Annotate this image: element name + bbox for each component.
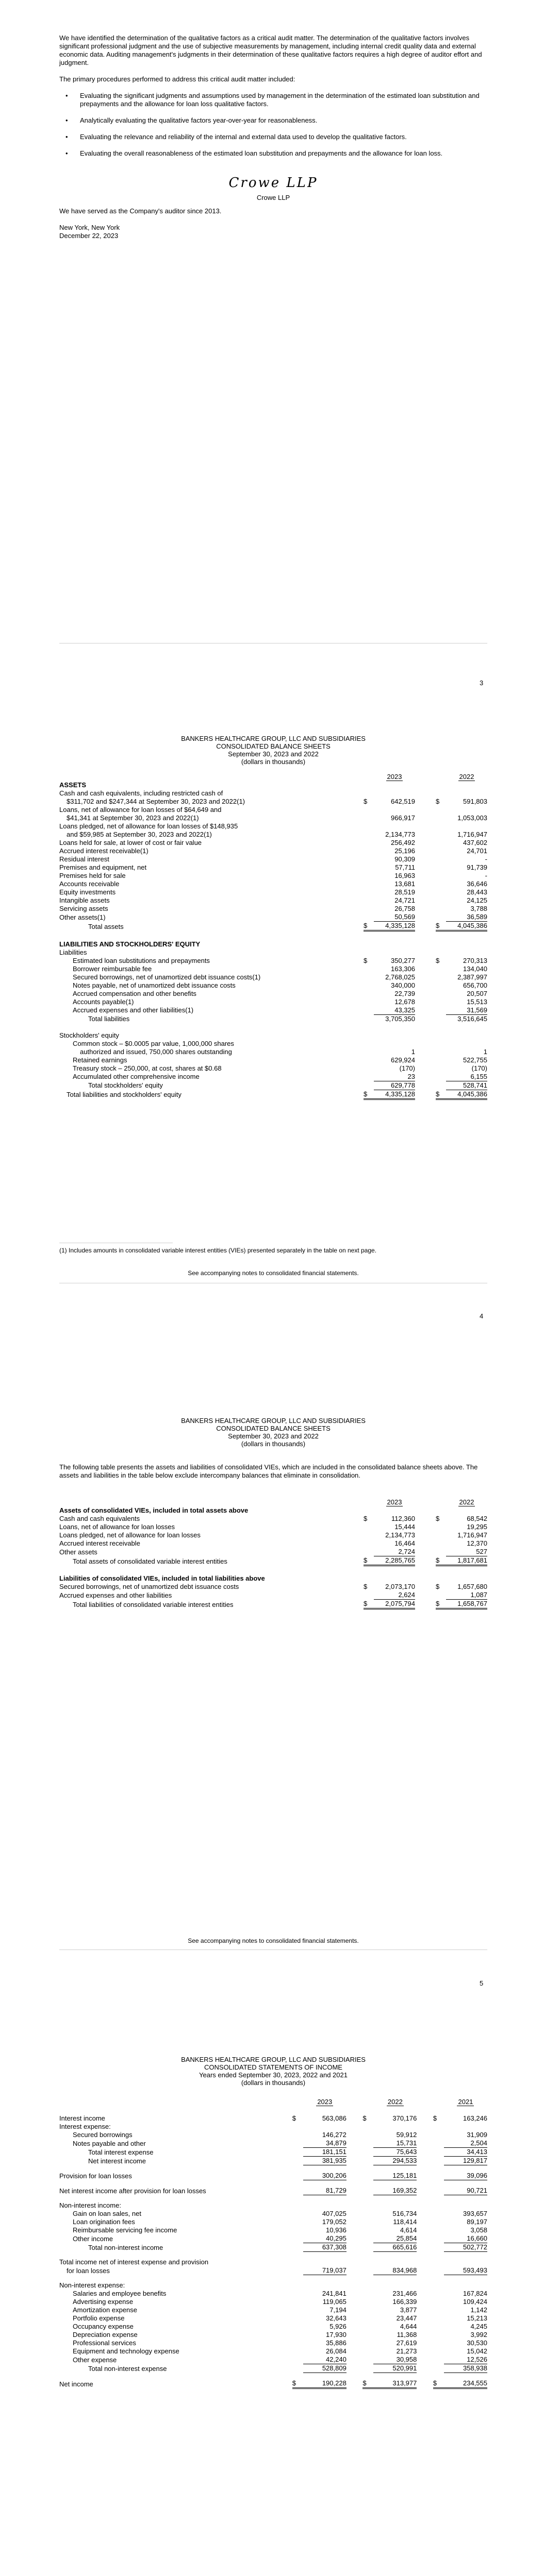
total-row: Total liabilities 3,705,350 3,516,645	[88, 1014, 487, 1023]
page-3	[0, 0, 544, 701]
table-row: Accumulated other comprehensive income 23 6,155	[73, 1072, 487, 1080]
footnote-ref: (1)	[237, 798, 245, 805]
spacer-row	[59, 2275, 487, 2282]
section-heading: LIABILITIES AND STOCKHOLDERS' EQUITY	[59, 940, 201, 948]
company-name: BANKERS HEALTHCARE GROUP, LLC AND SUBSIDIARIES	[181, 1417, 366, 1425]
table-row: Accrued interest receivable(1) 25,196 24,701	[59, 847, 487, 855]
statement-title: CONSOLIDATED BALANCE SHEETS	[216, 1425, 331, 1432]
table-row: Loans, net of allowance for loan losses 15,444 19,295	[59, 1523, 487, 1531]
bullet-icon: •	[65, 149, 68, 157]
table-row: Secured borrowings, net of unamortized debt issuance costs(1) 2,768,025 2,387,997	[73, 973, 487, 981]
table-row: Equity investments 28,519 28,443	[59, 888, 487, 896]
table-row: Net interest income 381,935 294,533 129,817	[88, 2157, 487, 2165]
section-heading: Liabilities of consolidated VIEs, included in total liabilities above	[59, 1574, 265, 1582]
table-row: $311,702 and $247,344 at September 30, 2023 and 2022(1) $ 642,519 $ 591,803	[67, 798, 487, 805]
table-row: Other assets(1) 50,569 36,589	[59, 913, 487, 921]
table-row: Servicing assets 26,758 3,788	[59, 905, 487, 912]
table-row: Depreciation expense 17,930 11,368 3,992	[73, 2331, 487, 2338]
statement-period: September 30, 2023 and 2022	[228, 1432, 319, 1440]
procedure-bullet: • Evaluating the significant judgments and assumptions used by management in the determination of the estimated loan substitution and prepayments and the allowance for loan loss qualitative factors.	[65, 92, 480, 108]
spacer-row	[59, 2252, 487, 2259]
procedure-bullet: • Evaluating the relevance and reliability of the internal and external data used to develop the qualitative factors.	[65, 133, 407, 141]
table-row: Common stock – $0.0005 par value, 1,000,000 shares	[73, 1039, 234, 1047]
page-4	[0, 701, 544, 1401]
procedure-bullet: • Analytically evaluating the qualitative factors year-over-year for reasonableness.	[65, 116, 318, 124]
statement-units: (dollars in thousands)	[241, 1440, 306, 1448]
signer-name: Crowe LLP	[256, 194, 290, 201]
table-row: Interest income $ 563,086 $ 370,176 $ 163,246	[59, 2114, 487, 2122]
footnote-ref: (1)	[204, 831, 212, 838]
statement-period: Years ended September 30, 2023, 2022 and 2021	[199, 2071, 348, 2079]
table-row: Net income $ 190,228 $ 313,977 $ 234,555	[59, 2379, 487, 2388]
procedures-intro: The primary procedures performed to address this critical audit matter included:	[59, 75, 295, 83]
spacer-row	[59, 2373, 487, 2380]
total-row: Total liabilities and stockholders' equity $ 4,335,128 $ 4,045,386	[67, 1090, 487, 1098]
statement-header	[59, 735, 487, 766]
table-row: Cash and cash equivalents $ 112,360 $ 68,542	[59, 1515, 487, 1522]
statement-units: (dollars in thousands)	[241, 2079, 306, 2087]
spacer-row	[59, 2165, 487, 2172]
table-row: Retained earnings 629,924 522,755	[73, 1056, 487, 1064]
column-header: 2022	[459, 1498, 474, 1506]
subsection-label: Liabilities	[59, 948, 87, 956]
company-name: BANKERS HEALTHCARE GROUP, LLC AND SUBSIDIARIES	[181, 2056, 366, 2063]
total-row: Total liabilities of consolidated variable interest entities $ 2,075,794 $ 1,658,767	[73, 1600, 487, 1608]
statement-footer: See accompanying notes to consolidated financial statements.	[188, 1269, 359, 1277]
footnote-ref: (1)	[97, 913, 106, 921]
statement-header	[59, 1417, 487, 1448]
table-row: Treasury stock – 250,000, at cost, shares at $0.68 (170) (170)	[73, 1064, 487, 1072]
footnote-ref: (1)	[185, 1006, 194, 1014]
table-row: authorized and issued, 750,000 shares outstanding 1 1	[80, 1047, 487, 1056]
footnote: (1) Includes amounts in consolidated variable interest entities (VIEs) presented separately in the table on next page.	[59, 1247, 377, 1254]
table-row: Notes payable, net of unamortized debt issuance costs 340,000 656,700	[73, 981, 487, 989]
table-row: Cash and cash equivalents, including restricted cash of	[59, 789, 223, 797]
column-header: 2023	[387, 1498, 402, 1506]
column-header: 2022	[387, 2098, 403, 2106]
table-row: Accrued interest receivable 16,464 12,370	[59, 1539, 487, 1547]
bullet-icon: •	[65, 92, 68, 99]
table-row: $41,341 at September 30, 2023 and 2022(1) 966,917 1,053,003	[67, 814, 487, 822]
table-row: Loans pledged, net of allowance for loan losses of $148,935	[59, 822, 238, 830]
page-number: 5	[480, 1979, 484, 1987]
statement-period: September 30, 2023 and 2022	[228, 750, 319, 758]
table-row: Accrued compensation and other benefits 22,739 20,507	[73, 989, 487, 997]
income-statement-table	[59, 2098, 487, 2389]
bullet-icon: •	[65, 133, 68, 141]
column-header-row	[59, 773, 487, 781]
table-row: Loans pledged, net of allowance for loan losses 2,134,773 1,716,947	[59, 1531, 487, 1539]
table-row: Non-interest income:	[59, 2201, 121, 2209]
table-row: Portfolio expense 32,643 23,447 15,213	[73, 2314, 487, 2322]
section-heading: Assets of consolidated VIEs, included in total assets above	[59, 1506, 249, 1514]
table-row: Net interest income after provision for loan losses 81,729 169,352 90,721	[59, 2187, 487, 2195]
statement-title: CONSOLIDATED BALANCE SHEETS	[216, 742, 331, 750]
table-row: Residual interest 90,309 -	[59, 855, 487, 863]
cam-intro-paragraph: We have identified the determination of the qualitative factors as a critical audit matter. The determination of the qualitative factors involves significant professional judgment and the use of subjective measurements by management, including internal credit quality data and external economic data. Auditing management's judgments in their determination of these qualitative factors requires a high degree of auditor effort and judgment.	[59, 34, 482, 66]
table-row: Gain on loan sales, net 407,025 516,734 393,657	[73, 2210, 487, 2217]
table-row: for loan losses 719,037 834,968 593,493	[67, 2266, 487, 2275]
table-row: Total non-interest income 637,308 665,616 502,772	[88, 2243, 487, 2251]
statement-units: (dollars in thousands)	[241, 758, 306, 766]
table-row: Loans, net of allowance for loan losses of $64,649 and	[59, 806, 222, 814]
table-row: Other expense 42,240 30,958 12,526	[73, 2355, 487, 2364]
table-row: Occupancy expense 5,926 4,644 4,245	[73, 2323, 487, 2330]
table-row: Equipment and technology expense 26,084 21,273 15,042	[73, 2347, 487, 2355]
total-row: Total assets of consolidated variable interest entities $ 2,285,765 $ 1,817,681	[73, 1556, 487, 1565]
report-location: New York, New York	[59, 224, 120, 231]
table-row: Accounts receivable 13,681 36,646	[59, 880, 487, 888]
column-header: 2022	[459, 773, 474, 781]
statement-title: CONSOLIDATED STATEMENTS OF INCOME	[204, 2063, 342, 2071]
section-heading: ASSETS	[59, 781, 87, 789]
footnote-ref: (1)	[190, 814, 199, 822]
table-row: Provision for loan losses 300,206 125,181 39,096	[59, 2172, 487, 2180]
column-header: 2023	[387, 773, 402, 781]
subsection-label: Stockholders' equity	[59, 1031, 119, 1039]
table-row: Accrued expenses and other liabilities 2,624 1,087	[59, 1591, 487, 1599]
table-row: Borrower reimbursable fee 163,306 134,040	[73, 964, 487, 973]
table-row: Loan origination fees 179,052 118,414 89,197	[73, 2218, 487, 2226]
audit-report-text	[59, 34, 487, 240]
column-header-row	[59, 2098, 487, 2106]
column-header-row	[59, 1498, 487, 1506]
auditor-since: We have served as the Company's auditor since 2013.	[59, 207, 222, 215]
table-row: Reimbursable servicing fee income 10,936 4,614 3,058	[73, 2226, 487, 2234]
table-row: Total interest expense 181,151 75,643 34,413	[88, 2148, 487, 2156]
table-row: Interest expense:	[59, 2123, 111, 2130]
table-row: Amortization expense 7,194 3,877 1,142	[73, 2306, 487, 2314]
table-row: Other assets 2,724 527	[59, 1548, 487, 1556]
table-row: Total income net of interest expense and provision	[59, 2258, 209, 2266]
company-name: BANKERS HEALTHCARE GROUP, LLC AND SUBSIDIARIES	[181, 735, 366, 742]
table-row: Secured borrowings 146,272 59,912 31,909	[73, 2131, 487, 2139]
table-row: Advertising expense 119,065 166,339 109,424	[73, 2298, 487, 2306]
total-row: Total stockholders' equity 629,778 528,741	[88, 1081, 487, 1089]
procedure-bullet: • Evaluating the overall reasonableness of the estimated loan substitution and prepayments and the allowance for loan loss.	[65, 149, 443, 157]
vie-intro-paragraph: The following table presents the assets and liabilities of consolidated VIEs, which are included in the consolidated balance sheets above. The assets and liabilities in the table below exclude intercompany balances that eliminate in consolidation.	[59, 1463, 478, 1479]
footnote-ref: (1)	[125, 997, 134, 1006]
vie-table	[59, 1498, 487, 1609]
table-row: Other income 40,295 25,854 16,660	[73, 2234, 487, 2243]
column-header: 2023	[317, 2098, 333, 2106]
statement-footer: See accompanying notes to consolidated financial statements.	[188, 1937, 359, 1944]
table-row: and $59,985 at September 30, 2023 and 2022(1) 2,134,773 1,716,947	[67, 831, 487, 838]
balance-sheet-table	[59, 773, 487, 1100]
table-row: Accrued expenses and other liabilities(1) 43,325 31,569	[73, 1006, 487, 1014]
spacer-row	[59, 2180, 487, 2187]
table-row: Loans held for sale, at lower of cost or fair value 256,492 437,602	[59, 839, 487, 846]
total-row: Total assets $ 4,335,128 $ 4,045,386	[88, 922, 487, 930]
table-row: Premises held for sale 16,963 -	[59, 872, 487, 879]
page-number: 3	[480, 679, 484, 687]
table-row: Premises and equipment, net 57,711 91,739	[59, 863, 487, 871]
table-row: Notes payable and other 34,879 15,731 2,504	[73, 2139, 487, 2147]
footnote-ref: (1)	[140, 847, 149, 855]
page-number: 4	[480, 1312, 484, 1320]
table-row: Salaries and employee benefits 241,841 231,466 167,824	[73, 2290, 487, 2297]
table-row: Estimated loan substitutions and prepayments $ 350,277 $ 270,313	[73, 956, 487, 964]
table-row: Professional services 35,886 27,619 30,530	[73, 2339, 487, 2347]
table-row: Secured borrowings, net of unamortized debt issuance costs $ 2,073,170 $ 1,657,680	[59, 1583, 487, 1590]
column-header: 2021	[458, 2098, 473, 2106]
page-5	[0, 1365, 544, 2004]
auditor-signature: Crowe LLP	[228, 175, 318, 191]
table-row: Non-interest expense:	[59, 2281, 125, 2289]
table-row: Intangible assets 24,721 24,125	[59, 896, 487, 904]
statement-header	[59, 2056, 487, 2087]
page-6	[0, 2009, 544, 2576]
spacer-row	[59, 2195, 487, 2202]
table-row: Accounts payable(1) 12,678 15,513	[73, 997, 487, 1006]
report-date: December 22, 2023	[59, 232, 119, 240]
table-row: Total non-interest expense 528,809 520,991 358,938	[88, 2364, 487, 2372]
bullet-icon: •	[65, 116, 68, 124]
footnote-ref: (1)	[252, 973, 261, 981]
